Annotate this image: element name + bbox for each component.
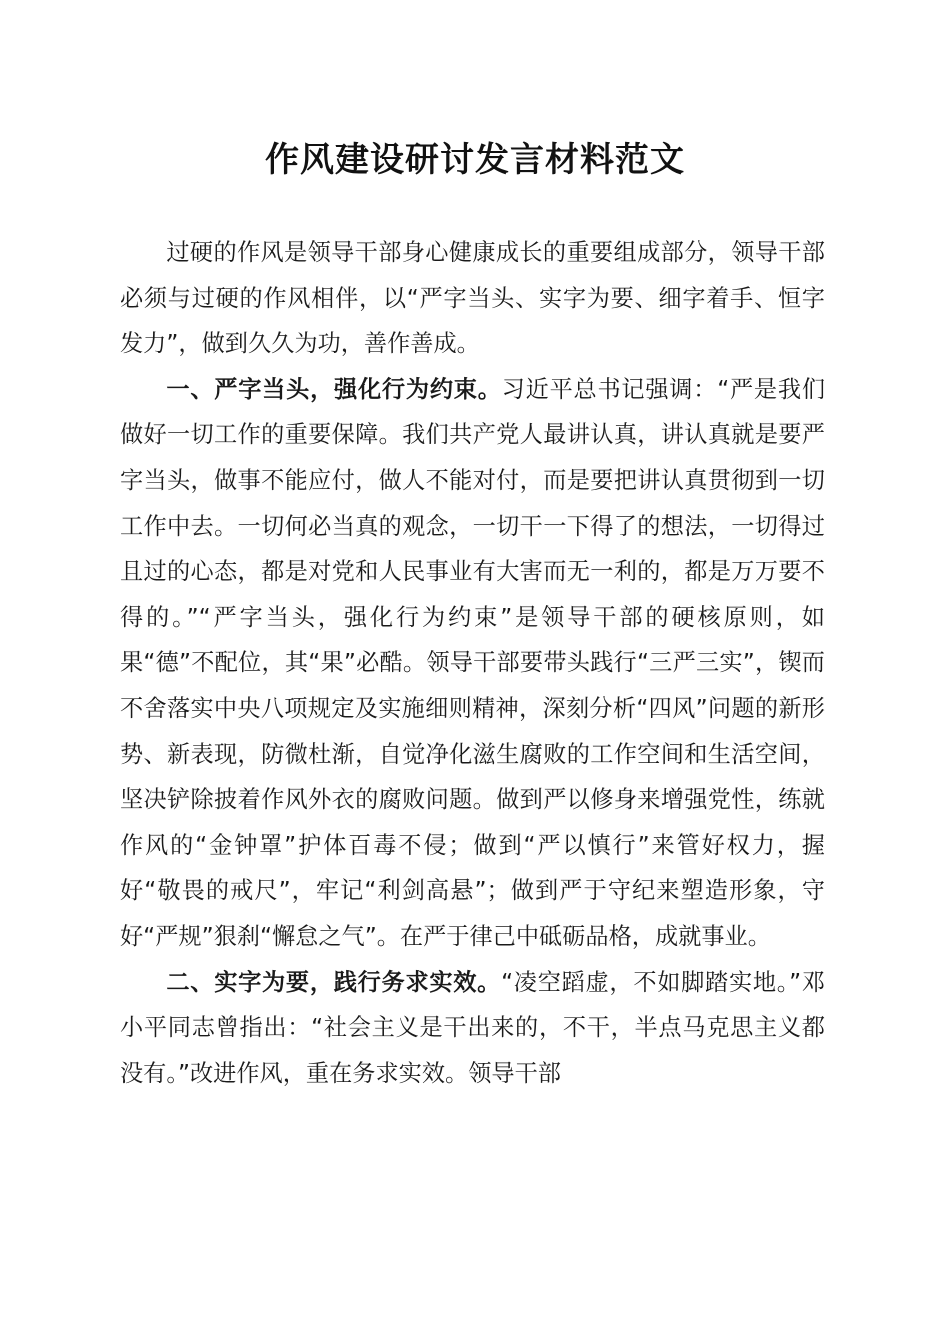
paragraph-text: “凌空蹈虚，不如脚踏实地。”邓小平同志曾指出：“社会主义是干出来的，不干，半点马克思主义都没有。”改进作风，重在务求实效。领导干部 bbox=[120, 968, 825, 1087]
paragraph-intro bbox=[120, 230, 825, 367]
paragraph-text: 习近平总书记强调：“严是我们做好一切工作的重要保障。我们共产党人最讲认真，讲认真就是要严字当头，做事不能应付，做人不能对付，而是要把讲认真贯彻到一切工作中去。一切何必当真的观念，一切干一下得了的想法，一切得过且过的心态，都是对党和人民事业有大害而无一利的，都是万万要不得的。”“严字当头，强化行为约束”是领导干部的硬核原则，如果“德”不配位，其“果”必酷。领导干部要带头践行“三严三实”，锲而不舍落实中央八项规定及实施细则精神，深刻分析“四风”问题的新形势、新表现，防微杜渐，自觉净化滋生腐败的工作空间和生活空间，坚决铲除披着作风外衣的腐败问题。做到严以修身来增强党性，练就作风的“金钟罩”护体百毒不侵；做到“严以慎行”来管好权力，握好“敬畏的戒尺”，牢记“利剑高悬”；做到严于守纪来塑造形象，守好“严规”狠刹“懈怠之气”。在严于律己中砥砺品格，成就事业。 bbox=[120, 375, 826, 950]
document-title: 作风建设研讨发言材料范文 bbox=[265, 140, 685, 180]
section-heading: 二、实字为要，践行务求实效。 bbox=[166, 968, 502, 996]
paragraph-section-2 bbox=[120, 960, 825, 1097]
section-heading: 一、严字当头，强化行为约束。 bbox=[166, 375, 502, 403]
paragraph-section-1 bbox=[120, 367, 825, 960]
paragraph-text: 过硬的作风是领导干部身心健康成长的重要组成部分，领导干部必须与过硬的作风相伴，以“严字当头、实字为要、细字着手、恒字发力”，做到久久为功，善作善成。 bbox=[120, 239, 825, 358]
document-body bbox=[120, 230, 825, 1096]
